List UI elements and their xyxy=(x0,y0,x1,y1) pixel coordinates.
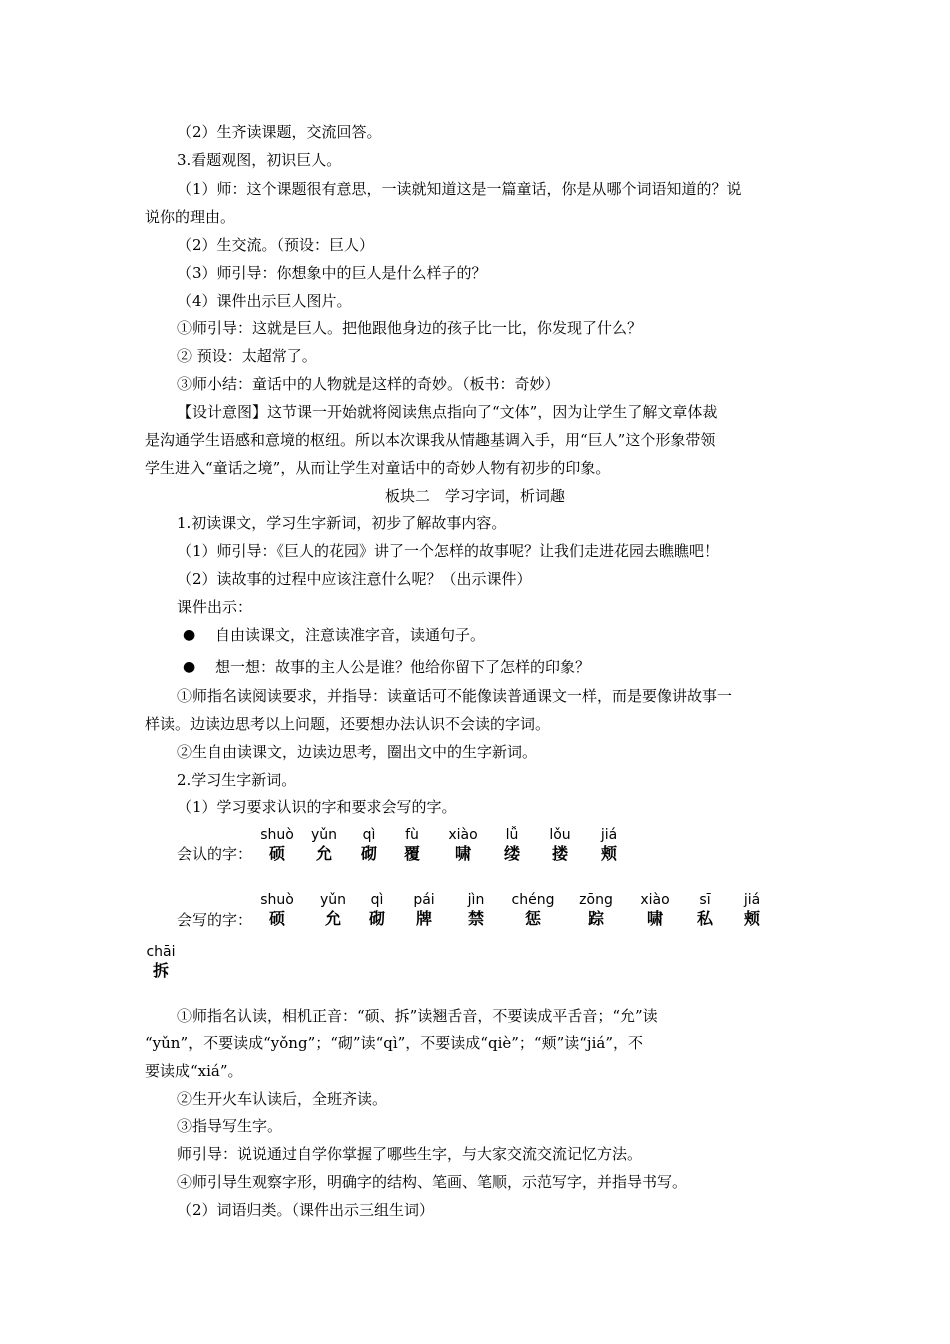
recognize-label: 会认的字： xyxy=(177,845,253,863)
pinyin: shuò xyxy=(260,827,294,843)
text-line: （2）生齐读课题，交流回答。 xyxy=(177,123,382,141)
write-label: 会写的字： xyxy=(177,911,253,929)
text-line: “yǔn”，不要读成“yǒng”；“砌”读“qì”，不要读成“qiè”；“颊”读“jiá”，不 xyxy=(145,1034,643,1052)
text-line: 课件出示： xyxy=(177,598,253,616)
hanzi: 私 xyxy=(696,909,713,928)
text-line: （2）读故事的过程中应该注意什么呢？（出示课件） xyxy=(177,570,532,588)
pinyin: yǔn xyxy=(319,892,347,908)
text-line: （2）词语归类。（课件出示三组生词） xyxy=(177,1201,435,1219)
hanzi: 砌 xyxy=(368,909,385,928)
bullet-item: 自由读课文，注意读准字音，读通句子。 xyxy=(215,626,486,644)
bullet-icon: ● xyxy=(183,659,196,675)
text-line: 2.学习生字新词。 xyxy=(177,771,297,789)
text-line: ①师指名读阅读要求，并指导：读童话可不能像读普通课文一样，而是要像讲故事一 xyxy=(177,687,733,705)
hanzi: 拆 xyxy=(152,961,169,980)
pinyin: xiào xyxy=(640,892,670,908)
pinyin: lǚ xyxy=(505,827,519,843)
pinyin: fù xyxy=(405,827,419,843)
hanzi: 缕 xyxy=(503,844,520,863)
text-line: ④师引导生观察字形，明确字的结构、笔画、笔顺，示范写字，并指导书写。 xyxy=(177,1173,688,1191)
pinyin: jìn xyxy=(467,892,485,908)
hanzi: 牌 xyxy=(415,909,432,928)
hanzi: 惩 xyxy=(524,909,541,928)
pinyin: xiào xyxy=(448,827,478,843)
hanzi: 搂 xyxy=(551,844,568,863)
text-line: （1）师引导：《巨人的花园》讲了一个怎样的故事呢？让我们走进花园去瞧瞧吧！ xyxy=(177,542,720,560)
pinyin: shuò xyxy=(260,892,294,908)
text-line: （1）学习要求认识的字和要求会写的字。 xyxy=(177,798,457,816)
hanzi: 允 xyxy=(315,844,332,863)
text-line: 说你的理由。 xyxy=(145,208,236,226)
pinyin: sī xyxy=(699,892,711,908)
text-line: 3.看题观图，初识巨人。 xyxy=(177,151,342,169)
hanzi: 允 xyxy=(324,909,341,928)
text-line: ③师小结：童话中的人物就是这样的奇妙。（板书：奇妙） xyxy=(177,375,560,393)
pinyin: qì xyxy=(370,892,384,908)
text-line: ②生开火车认读后，全班齐读。 xyxy=(177,1090,388,1108)
text-line: 师引导：说说通过自学你掌握了哪些生字，与大家交流交流记忆方法。 xyxy=(177,1145,643,1163)
text-line: （2）生交流。（预设：巨人） xyxy=(177,236,375,254)
hanzi: 硕 xyxy=(268,844,285,863)
text-line: 学生进入“童话之境”，从而让学生对童话中的奇妙人物有初步的印象。 xyxy=(145,459,611,477)
text-line: ②生自由读课文，边读边思考，圈出文中的生字新词。 xyxy=(177,743,538,761)
text-line: 要读成“xiá”。 xyxy=(145,1062,243,1080)
text-line: ①师引导：这就是巨人。把他跟他身边的孩子比一比，你发现了什么？ xyxy=(177,319,643,337)
bullet-item: 想一想：故事的主人公是谁？他给你留下了怎样的印象？ xyxy=(215,658,591,676)
pinyin: chéng xyxy=(511,892,555,908)
text-line: ①师指名认读，相机正音：“硕、拆”读翘舌音，不要读成平舌音；“允”读 xyxy=(177,1007,658,1025)
hanzi: 颊 xyxy=(600,844,617,863)
text-line: （1）师：这个课题很有意思，一读就知道这是一篇童话，你是从哪个词语知道的？说 xyxy=(177,180,742,198)
text-line: （4）课件出示巨人图片。 xyxy=(177,292,352,310)
hanzi: 砌 xyxy=(360,844,377,863)
pinyin: pái xyxy=(413,892,435,908)
text-line: ③指导写生字。 xyxy=(177,1117,283,1135)
pinyin: jiá xyxy=(600,827,618,843)
text-line: 样读。边读边思考以上问题，还要想办法认识不会读的字词。 xyxy=(145,715,551,733)
text-line: 1.初读课文，学习生字新词，初步了解故事内容。 xyxy=(177,514,507,532)
text-line: （3）师引导：你想象中的巨人是什么样子的？ xyxy=(177,264,487,282)
pinyin: jiá xyxy=(743,892,761,908)
pinyin: lǒu xyxy=(549,827,571,843)
hanzi: 硕 xyxy=(268,909,285,928)
hanzi: 啸 xyxy=(454,844,471,863)
section-heading: 板块二 学习字词，析词趣 xyxy=(384,487,565,505)
hanzi: 啸 xyxy=(646,909,663,928)
hanzi: 禁 xyxy=(467,909,484,928)
pinyin: yǔn xyxy=(310,827,338,843)
hanzi: 颊 xyxy=(743,909,760,928)
bullet-icon: ● xyxy=(183,627,196,643)
hanzi: 覆 xyxy=(403,844,420,863)
design-intent-line: 【设计意图】这节课一开始就将阅读焦点指向了“文体”，因为让学生了解文章体裁 xyxy=(177,403,718,421)
pinyin: zōng xyxy=(579,892,613,908)
pinyin: chāi xyxy=(146,944,176,960)
hanzi: 踪 xyxy=(587,909,604,928)
text-line: ② 预设：太超常了。 xyxy=(177,347,317,365)
text-line: 是沟通学生语感和意境的枢纽。所以本次课我从情趣基调入手，用“巨人”这个形象带领 xyxy=(145,431,716,449)
pinyin: qì xyxy=(362,827,376,843)
